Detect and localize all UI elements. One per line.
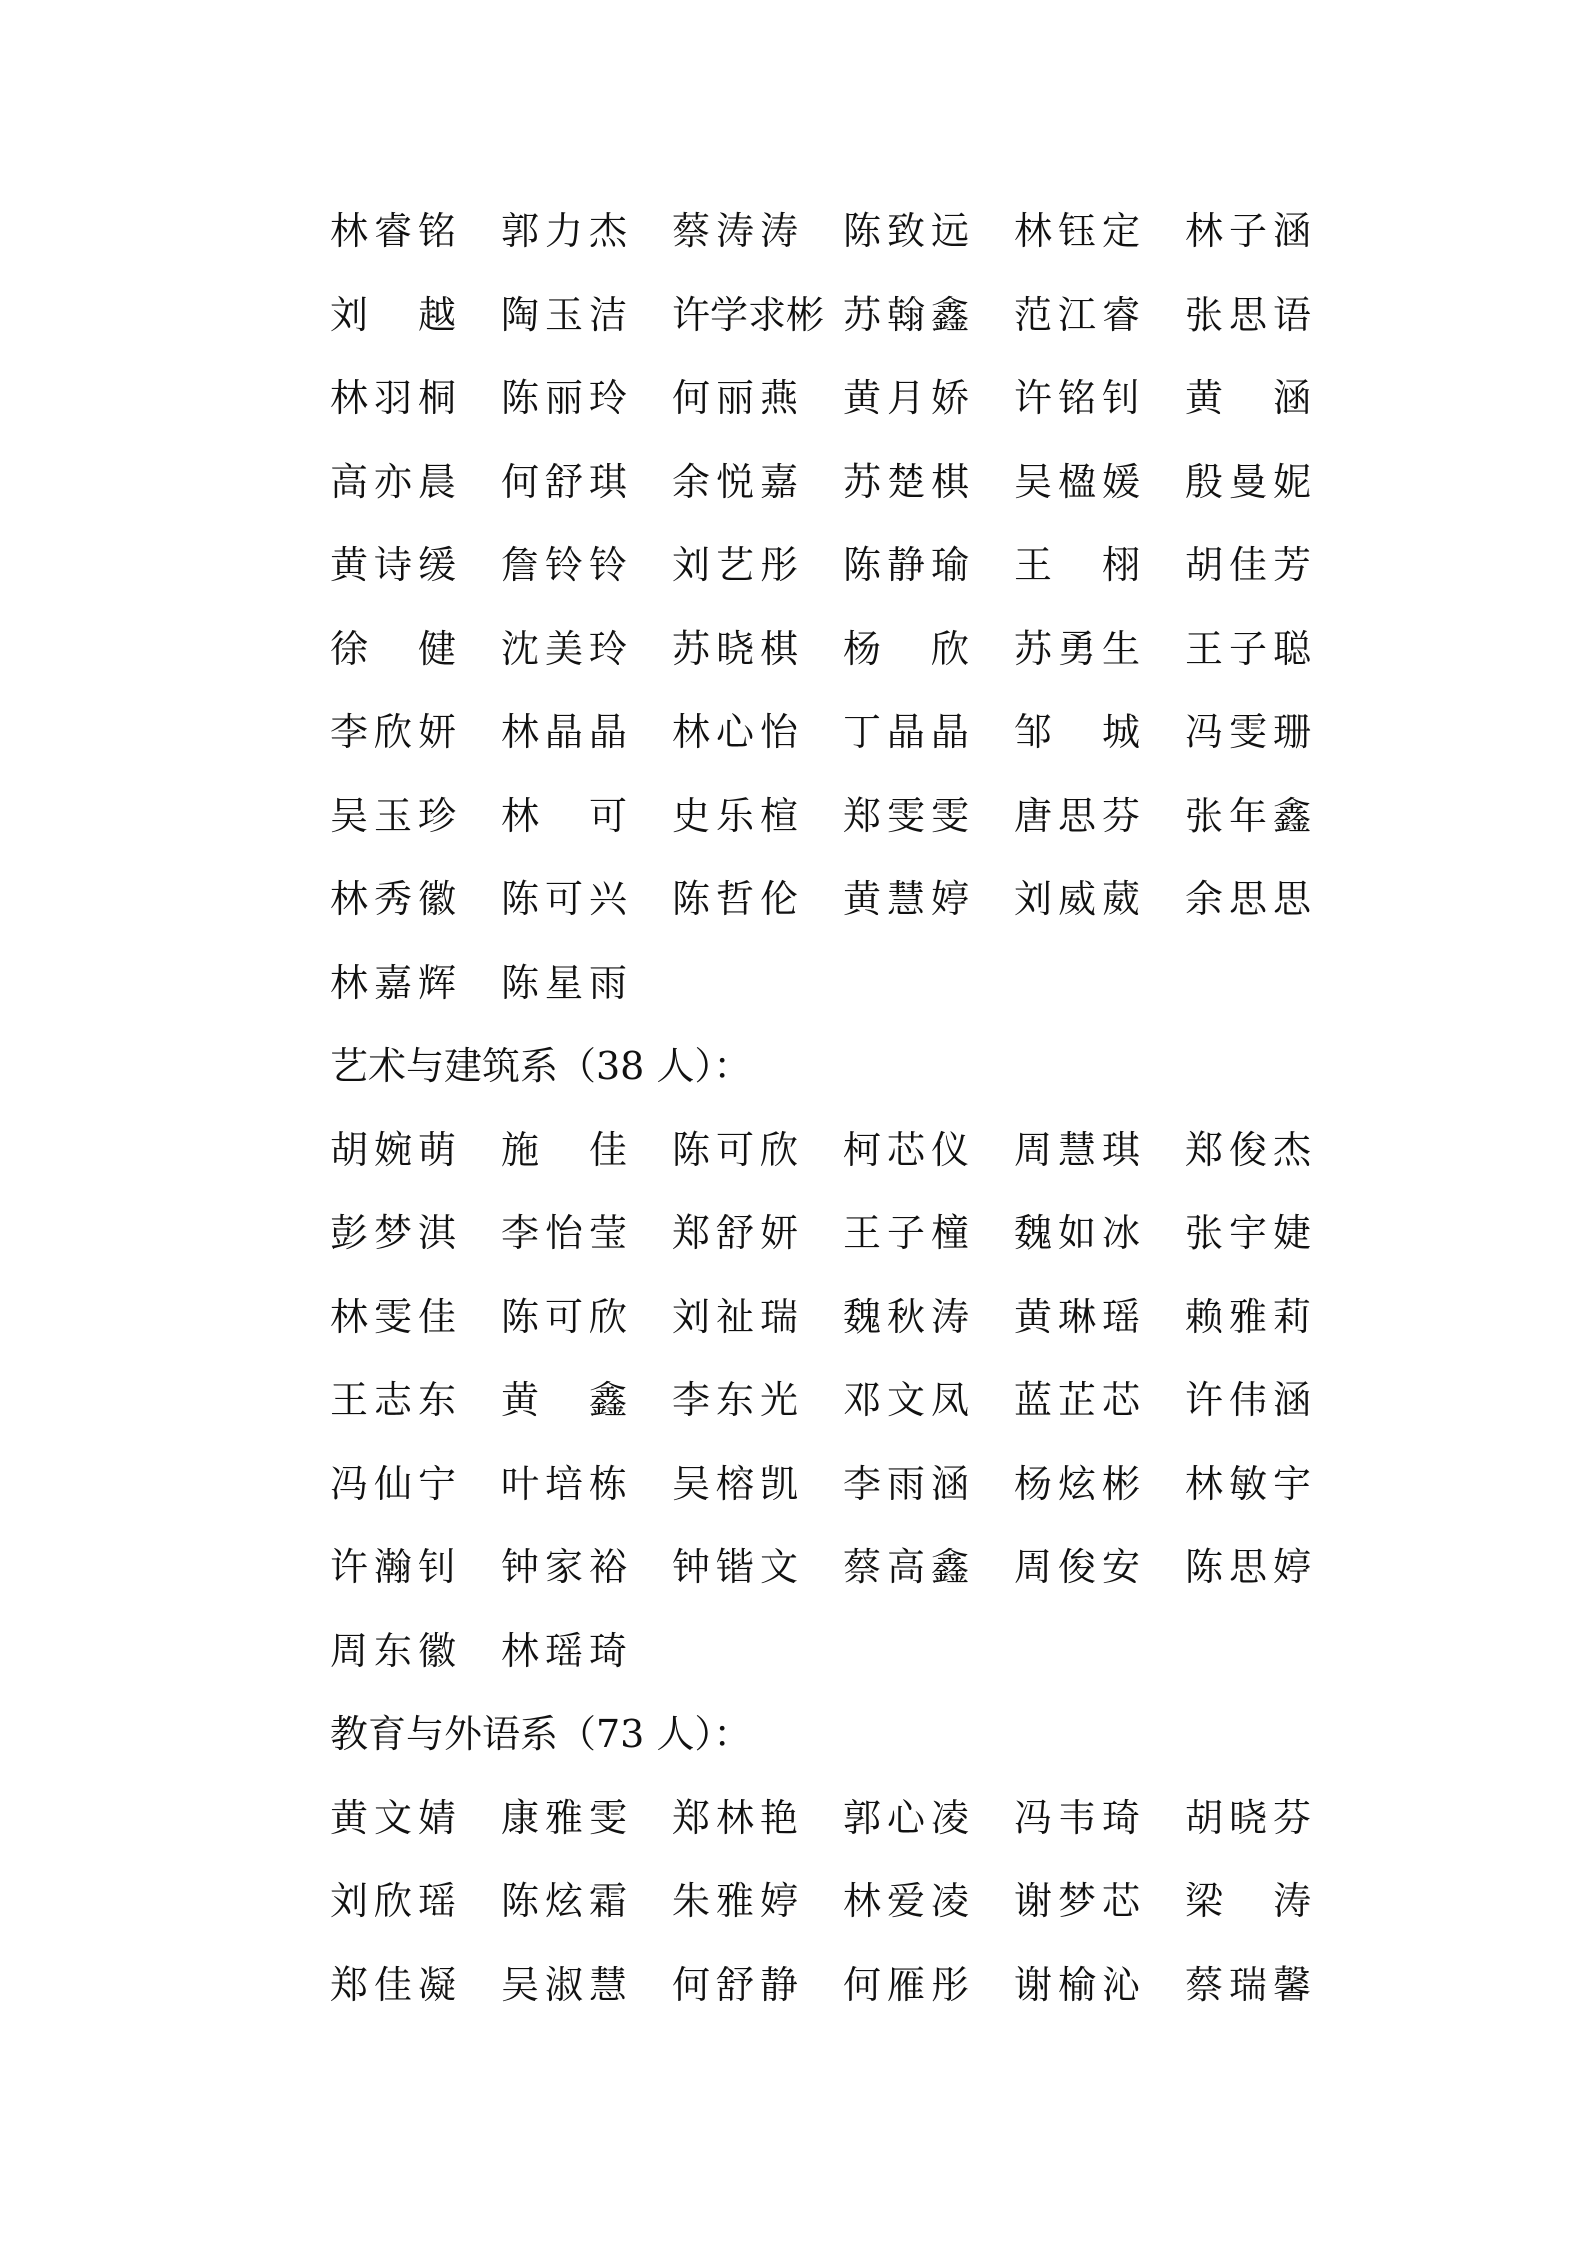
person-name: 郑 舒 妍	[672, 1211, 798, 1255]
person-name: 王 栩	[1014, 543, 1140, 587]
person-name: 史 乐 楦	[672, 793, 798, 838]
person-name: 詹 铃 铃	[501, 543, 627, 587]
person-name: 丁 晶 晶	[843, 710, 969, 754]
person-name: 邹 城	[1014, 710, 1140, 754]
person-name: 周 俊 安	[1014, 1545, 1140, 1589]
person-name: 陈 静 瑜	[843, 543, 969, 587]
person-name: 魏 如 冰	[1014, 1211, 1140, 1255]
person-name: 胡 婉 萌	[330, 1127, 456, 1172]
person-name: 徐 健	[330, 626, 456, 671]
person-name: 范 江 睿	[1014, 292, 1140, 337]
person-name: 谢 梦 芯	[1014, 1879, 1140, 1923]
person-name: 陈 丽 玲	[501, 376, 627, 420]
person-name: 林 可	[501, 793, 627, 838]
person-name: 周 慧 琪	[1014, 1127, 1140, 1172]
person-name: 苏 翰 鑫	[843, 292, 969, 337]
person-name: 刘 威 葳	[1014, 877, 1140, 921]
person-name: 冯 仙 宁	[330, 1461, 456, 1506]
person-name: 陈 思 婷	[1185, 1545, 1311, 1589]
person-name: 黄 琳 瑶	[1014, 1294, 1140, 1339]
person-name: 何 舒 琪	[501, 459, 627, 504]
person-name: 唐 思 芬	[1014, 793, 1140, 838]
person-name: 刘 祉 瑞	[672, 1294, 798, 1339]
name-grid	[330, 1788, 1330, 2039]
person-name: 胡 晓 芬	[1185, 1795, 1311, 1840]
person-name: 郑 佳 凝	[330, 1962, 456, 2007]
person-name: 高 亦 晨	[330, 459, 456, 504]
person-name: 张 宇 婕	[1185, 1211, 1311, 1255]
person-name: 许 伟 涵	[1185, 1378, 1311, 1422]
section-heading: 教育与外语系（73 人）：	[330, 1712, 752, 1756]
person-name: 康 雅 雯	[501, 1795, 627, 1840]
person-name: 许 铭 钊	[1014, 376, 1140, 420]
person-name: 施 佳	[501, 1127, 627, 1172]
person-name: 吴 玉 珍	[330, 793, 456, 838]
person-name: 郭 力 杰	[501, 209, 627, 253]
person-name: 林 瑶 琦	[501, 1628, 627, 1673]
person-name: 苏 楚 棋	[843, 459, 969, 504]
person-name: 谢 榆 沁	[1014, 1962, 1140, 2007]
person-name: 邓 文 凤	[843, 1378, 969, 1422]
section-2	[330, 1704, 1330, 2038]
person-name: 陶 玉 洁	[501, 292, 627, 337]
person-name: 殷 曼 妮	[1185, 459, 1311, 504]
person-name: 王 子 橦	[843, 1211, 969, 1255]
person-name: 余 思 思	[1185, 877, 1311, 921]
person-name: 郑 俊 杰	[1185, 1127, 1311, 1172]
person-name: 吴 楹 媛	[1014, 459, 1140, 504]
person-name: 李 东 光	[672, 1378, 798, 1422]
person-name: 陈 可 兴	[501, 877, 627, 921]
person-name: 黄 月 娇	[843, 376, 969, 420]
person-name: 李 欣 妍	[330, 710, 456, 754]
person-name: 蔡 瑞 馨	[1185, 1962, 1311, 2007]
person-name: 钟 家 裕	[501, 1545, 627, 1589]
person-name: 冯 韦 琦	[1014, 1795, 1140, 1840]
person-name: 陈 可 欣	[501, 1294, 627, 1339]
person-name: 林 爱 凌	[843, 1879, 969, 1923]
person-name: 王 志 东	[330, 1378, 456, 1422]
person-name: 蔡 高 鑫	[843, 1545, 969, 1589]
person-name: 张 年 鑫	[1185, 793, 1311, 838]
person-name: 何 丽 燕	[672, 376, 798, 420]
person-name: 陈 炫 霜	[501, 1879, 627, 1923]
person-name: 苏 勇 生	[1014, 626, 1140, 671]
section-0	[330, 201, 1330, 1036]
person-name: 郭 心 凌	[843, 1795, 969, 1840]
person-name: 吴 榕 凯	[672, 1461, 798, 1506]
person-name: 李 怡 莹	[501, 1211, 627, 1255]
person-name: 林 羽 桐	[330, 376, 456, 420]
person-name: 郑 雯 雯	[843, 793, 969, 838]
person-name: 何 雁 彤	[843, 1962, 969, 2007]
person-name: 林 睿 铭	[330, 209, 456, 253]
person-name: 余 悦 嘉	[672, 459, 798, 504]
person-name: 黄 文 婧	[330, 1795, 456, 1840]
person-name: 朱 雅 婷	[672, 1879, 798, 1923]
person-name: 林 雯 佳	[330, 1294, 456, 1339]
person-name: 钟 锴 文	[672, 1545, 798, 1589]
person-name: 黄 诗 缓	[330, 543, 456, 587]
name-list-page	[330, 201, 1330, 2038]
person-name: 刘 艺 彤	[672, 543, 798, 587]
person-name: 冯 雯 珊	[1185, 710, 1311, 754]
person-name: 胡 佳 芳	[1185, 543, 1311, 587]
person-name: 林 子 涵	[1185, 209, 1311, 253]
person-name: 刘 越	[330, 292, 456, 337]
person-name: 刘 欣 瑶	[330, 1879, 456, 1923]
person-name: 陈 哲 伦	[672, 877, 798, 921]
person-name: 魏 秋 涛	[843, 1294, 969, 1339]
person-name: 苏 晓 棋	[672, 626, 798, 671]
section-heading: 艺术与建筑系（38 人）：	[330, 1044, 752, 1088]
person-name: 何 舒 静	[672, 1962, 798, 2007]
person-name: 林 嘉 辉	[330, 960, 456, 1005]
person-name: 林 钰 定	[1014, 209, 1140, 253]
person-name: 林 晶 晶	[501, 710, 627, 754]
person-name: 张 思 语	[1185, 292, 1311, 337]
person-name: 彭 梦 淇	[330, 1211, 456, 1255]
person-name: 黄 鑫	[501, 1378, 627, 1422]
person-name: 杨 欣	[843, 626, 969, 671]
person-name: 杨 炫 彬	[1014, 1461, 1140, 1506]
person-name: 林 敏 宇	[1185, 1461, 1311, 1506]
person-name: 蔡 涛 涛	[672, 209, 798, 253]
person-name: 林 秀 徽	[330, 877, 456, 921]
person-name: 许 瀚 钊	[330, 1545, 456, 1589]
person-name: 陈 星 雨	[501, 960, 627, 1005]
person-name: 柯 芯 仪	[843, 1127, 969, 1172]
person-name: 王 子 聪	[1185, 626, 1311, 671]
person-name: 黄 涵	[1185, 376, 1311, 420]
person-name: 周 东 徽	[330, 1628, 456, 1673]
person-name: 吴 淑 慧	[501, 1962, 627, 2007]
section-1	[330, 1036, 1330, 1704]
person-name: 沈 美 玲	[501, 626, 627, 671]
person-name: 黄 慧 婷	[843, 877, 969, 921]
person-name: 叶 培 栋	[501, 1461, 627, 1506]
name-grid	[330, 201, 1330, 1036]
person-name: 郑 林 艳	[672, 1795, 798, 1840]
person-name: 赖 雅 莉	[1185, 1294, 1311, 1339]
person-name: 李 雨 涵	[843, 1461, 969, 1506]
person-name: 许学求彬	[672, 292, 825, 337]
name-grid	[330, 1120, 1330, 1705]
person-name: 陈 可 欣	[672, 1127, 798, 1172]
person-name: 林 心 怡	[672, 710, 798, 754]
person-name: 陈 致 远	[843, 209, 969, 253]
person-name: 蓝 芷 芯	[1014, 1378, 1140, 1422]
person-name: 梁 涛	[1185, 1879, 1311, 1923]
